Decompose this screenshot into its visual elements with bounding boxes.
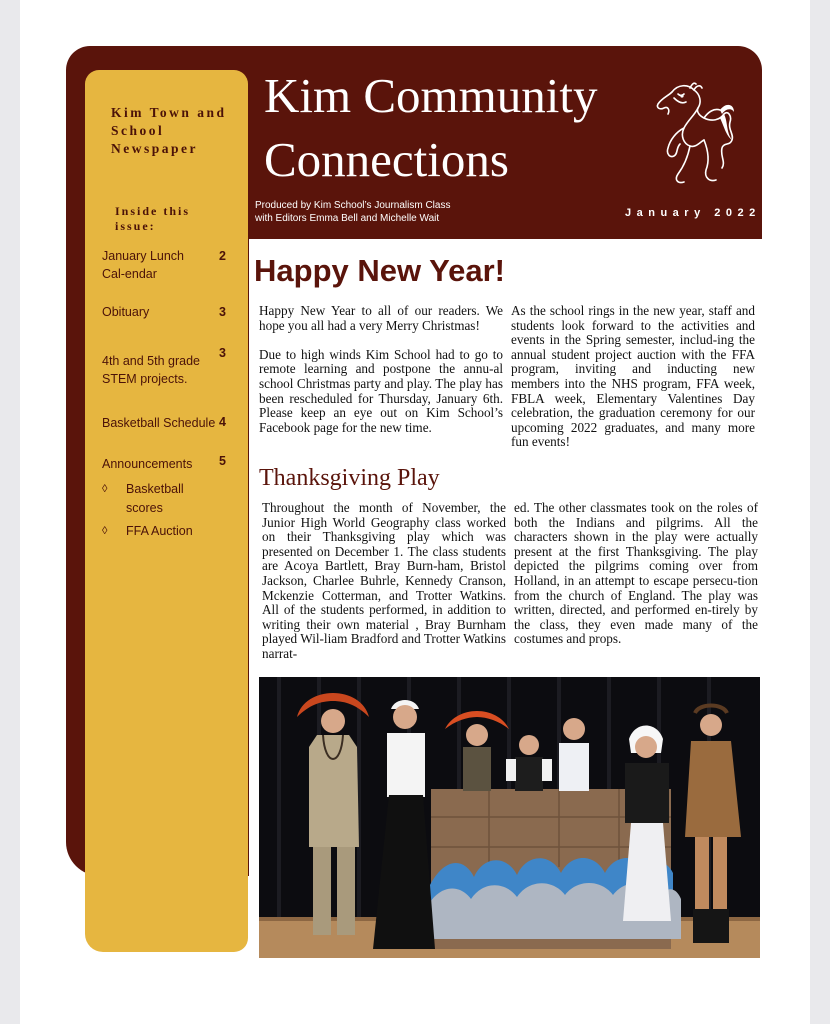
mustang-horse-icon [654,82,736,188]
title-line-2: Connections [264,132,509,187]
toc-item-lunch-calendar [102,247,242,283]
toc-item-page: 3 [219,346,226,360]
title-line-1: Kim Community [264,68,598,123]
toc-item-label: Basketball Schedule [102,416,216,430]
produced-line-2: with Editors Emma Bell and Michelle Wait [255,213,440,224]
article1-col2-paragraph-1: As the school rings in the new year, staff and students look forward to the activities and events in the Spring semester, includ-ing the annual student project auction with the FFA program, inviting and inducting new members into the NHS program, FFA week, FBLA week, Elementary Valentines Day celebration, the graduation ceremony for our upcoming 2022 graduates, and many more fun events! [511,303,755,450]
toc-item-basketball-schedule [102,414,242,432]
toc-item-obituary [102,303,242,321]
produced-line-1: Produced by Kim School’s Journalism Class [255,200,451,211]
toc-item-page: 5 [219,454,226,468]
inside-heading: Inside this issue: [115,204,191,233]
toc-item-announcements [102,455,242,473]
toc-item-label: 4th and 5th grade STEM projects. [102,354,200,386]
toc-item-page: 4 [219,415,226,429]
article2-column-1 [262,501,506,662]
toc-item-stem-projects [102,346,242,388]
headline-thanksgiving-play: Thanksgiving Play [259,465,440,491]
article2-column-2 [514,501,758,647]
diamond-bullet-icon: ◊ [102,483,108,495]
thanksgiving-play-photo [259,677,760,958]
article2-col1-paragraph: Throughout the month of November, the Junior High World Geography class worked on their Thanksgiving play which was presented on December 1. The class students are Acoya Bartlett, Bray Burn-ham, Bristol Jackson, Charlee Buhrle, Kennedy Cranson, Mckenzie Cotterman, and Trotter Watkins. All of the students performed, in addition to writing their own material , Bray Burnham played Wil-liam Bradford and Trotter Watkins narrat- [262,500,506,661]
newsletter-title [264,64,598,192]
article1-col1-paragraph-2: Due to high winds Kim School had to go to remote learning and postpone the annu-al school Christmas party and play. The play has been rescheduled for Thursday, January 6th. Please keep an eye out on Kim School’s Facebook page for the new time. [259,346,503,435]
toc-item-page: 2 [219,249,226,263]
toc-item-label: Announcements [102,457,193,471]
article1-column-2 [511,304,755,450]
toc-item-label: January Lunch Cal-endar [102,249,185,281]
headline-happy-new-year: Happy New Year! [254,253,505,288]
diamond-bullet-icon: ◊ [102,525,108,537]
article2-col2-paragraph: ed. The other classmates took on the roles of both the Indians and pilgrims. All the characters shown in the play were actually present at the first Thanksgiving. The play depicted the pilgrims coming over from Holland, in an attempt to escape persecu-tion from the church of England. The play was written, directed, and performed en-tirely by the class, they even made many of the costumes and props. [514,500,758,647]
toc-item-label: Obituary [102,305,150,319]
toc-subitem-basketball-scores [102,480,242,518]
article1-column-1 [259,304,503,435]
sidebar [85,70,248,952]
toc-subitem-label: Basketball scores [126,482,184,515]
toc-subitem-label: FFA Auction [126,524,193,538]
article1-col1-paragraph-1: Happy New Year to all of our readers. We hope you all had a very Merry Christmas! [259,303,503,333]
issue-date: January 2022 [625,207,761,219]
toc-subitem-ffa-auction [102,522,242,541]
produced-by-credit [255,199,495,225]
paper-name: Kim Town and School Newspaper [111,105,227,156]
toc-item-page: 3 [219,305,226,319]
